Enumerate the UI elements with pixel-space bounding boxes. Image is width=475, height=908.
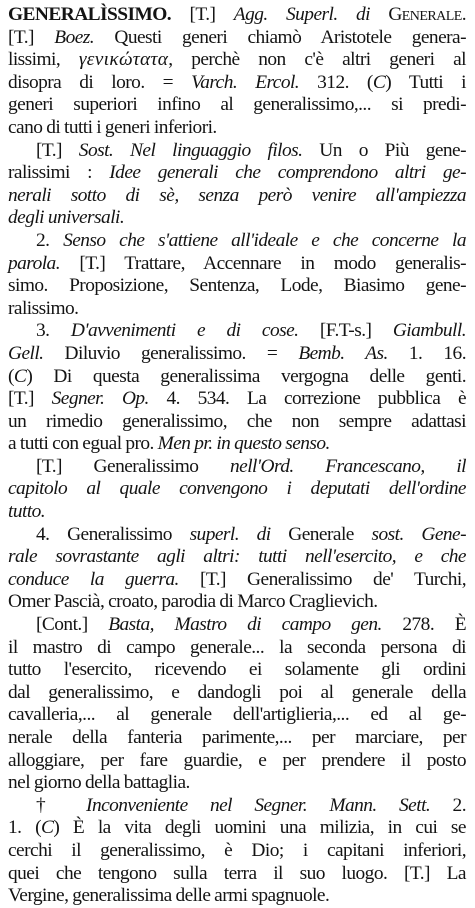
text-run: nerale della fanteria parimente,... per marciare, per bbox=[8, 727, 466, 748]
italic-text-run: conduce la guerra. bbox=[8, 568, 179, 590]
text-run: Omer Pascià, croato, parodia di Marco Craglievich. bbox=[8, 591, 378, 613]
italic-text-run: parola. bbox=[8, 252, 60, 274]
italic-text-run: rale sovrastante agli altri: tutti nell'esercito, e che bbox=[8, 546, 466, 568]
text-run: Un o Più gene- bbox=[302, 139, 467, 161]
text-run: [T.] Trattare, Accennare in modo generalis- bbox=[60, 252, 466, 274]
entry-line-12 bbox=[8, 253, 466, 276]
greek-text-run: γενικώτατα bbox=[78, 49, 169, 71]
text-run: 312. ( bbox=[299, 71, 373, 93]
entry-line-8 bbox=[8, 162, 466, 185]
italic-text-run: C bbox=[372, 71, 386, 93]
italic-text-run: tutto. bbox=[8, 501, 46, 523]
text-run: 1. 16. bbox=[387, 342, 466, 364]
italic-text-run: Idee generali che comprendono altri ge- bbox=[109, 162, 466, 184]
entry-line-22 bbox=[8, 478, 466, 501]
italic-text-run: C bbox=[40, 817, 54, 839]
italic-text-run: Senso che s'attiene all'ideale e che concerne la bbox=[63, 229, 466, 251]
italic-text-run: Giambull. bbox=[392, 320, 466, 342]
text-run: 4. 534. La correzione pubblica è bbox=[148, 388, 466, 410]
small-caps-text-run: Generale. bbox=[388, 4, 467, 25]
entry-line-37 bbox=[8, 817, 466, 840]
italic-text-run: D'avvenimenti e di cose. bbox=[70, 320, 299, 342]
text-run: nel giorno della battaglia. bbox=[8, 772, 190, 794]
italic-text-run: Bemb. As. bbox=[298, 342, 388, 364]
text-run: ) È la vita degli uomini una milizia, in cui se bbox=[53, 817, 466, 839]
entry-line-35 bbox=[8, 772, 466, 795]
italic-text-run: Gell. bbox=[8, 342, 44, 364]
entry-line-29 bbox=[8, 637, 466, 660]
entry-line-32 bbox=[8, 704, 466, 727]
entry-line-19 bbox=[8, 411, 466, 434]
text-run: Diluvio generalissimo. = bbox=[43, 342, 299, 364]
italic-text-run: capitolo al quale convengono i deputati dell'ordine bbox=[8, 478, 466, 500]
text-run: [F.T-s.] bbox=[298, 320, 393, 342]
text-run: 4. Generalissimo bbox=[36, 523, 190, 545]
entry-line-9 bbox=[8, 185, 466, 208]
italic-text-run: sost. Gene- bbox=[371, 523, 466, 545]
text-run: tutto l'esercito, ricevendo ei solamente gli ordini bbox=[8, 659, 466, 681]
entry-line-36 bbox=[8, 795, 466, 818]
italic-text-run: nerali sotto di sè, senza però venire all'ampiezza bbox=[8, 184, 466, 206]
italic-text-run: Men pr. in questo senso. bbox=[157, 433, 330, 455]
entry-line-28 bbox=[8, 614, 466, 637]
text-run: [T.] Generalissimo de' Turchi, bbox=[178, 568, 466, 590]
italic-text-run: superl. di bbox=[189, 523, 271, 545]
entry-line-2 bbox=[8, 27, 466, 50]
entry-line-34 bbox=[8, 750, 466, 773]
entry-line-10 bbox=[8, 207, 466, 230]
text-run: il mastro di campo generale... la seconda persona di bbox=[8, 636, 466, 658]
text-run: [T.] bbox=[8, 388, 52, 410]
text-run: [T.] bbox=[36, 139, 79, 161]
entry-line-30 bbox=[8, 659, 466, 682]
text-run: cano di tutti i generi inferiori. bbox=[8, 116, 217, 138]
text-run: 2. bbox=[430, 794, 466, 816]
entry-line-5 bbox=[8, 94, 466, 117]
entry-line-26 bbox=[8, 569, 466, 592]
entry-line-24 bbox=[8, 524, 466, 547]
italic-text-run: Segner. Op. bbox=[51, 388, 149, 410]
entry-line-13 bbox=[8, 275, 466, 298]
headword: GENERALÌSSIMO. bbox=[8, 4, 172, 25]
text-run: simo. Proposizione, Sentenza, Lode, Biasimo gene- bbox=[8, 275, 466, 297]
entry-line-39 bbox=[8, 863, 466, 886]
text-run: [Cont.] bbox=[36, 614, 109, 636]
text-run: ) Tutti i bbox=[385, 71, 466, 93]
text-run: , perchè non c'è altri generi al bbox=[168, 49, 466, 71]
text-run: dal generalissimo, e dandogli poi al generale della bbox=[8, 681, 466, 703]
text-run: quei che tengono sulla terra il suo luogo. [T.] La bbox=[8, 862, 466, 884]
text-run: cavalleria,... al generale dell'artiglieria,... ed al ge- bbox=[8, 704, 466, 726]
text-run: 2. bbox=[36, 229, 64, 251]
entry-line-31 bbox=[8, 682, 466, 705]
entry-line-23 bbox=[8, 501, 466, 524]
entry-line-21 bbox=[8, 456, 466, 479]
dictionary-entry-generalissimo bbox=[8, 4, 466, 908]
text-run: ralissimi : bbox=[8, 162, 110, 184]
italic-text-run: degli universali. bbox=[8, 207, 125, 229]
text-run: ( bbox=[8, 365, 14, 387]
text-run: cerchi il generalissimo, è Dio; i capitani inferiori, bbox=[8, 839, 466, 861]
text-run: [T.] Generalissimo bbox=[36, 455, 231, 477]
text-run: generi superiori infino al generalissimo,... si predi- bbox=[8, 94, 466, 116]
italic-text-run: Agg. Superl. di bbox=[233, 4, 389, 25]
text-run: un rimedio generalissimo, che non sempre adattasi bbox=[8, 410, 466, 432]
text-run: [T.] bbox=[8, 26, 55, 48]
italic-text-run: Sost. Nel linguaggio filos. bbox=[78, 139, 303, 161]
entry-line-7 bbox=[8, 140, 466, 163]
text-run: Vergine, generalissima delle armi spagnuole. bbox=[8, 885, 330, 907]
italic-text-run: nell'Ord. Francescano, il bbox=[230, 455, 466, 477]
text-run: 278. È bbox=[381, 614, 466, 636]
text-run: [T.] bbox=[171, 4, 234, 25]
text-run: Generale bbox=[270, 523, 372, 545]
text-run: lissimi, bbox=[8, 49, 79, 71]
entry-line-6 bbox=[8, 117, 466, 140]
entry-line-33 bbox=[8, 727, 466, 750]
entry-line-14 bbox=[8, 298, 466, 321]
entry-line-40 bbox=[8, 885, 466, 908]
italic-text-run: C bbox=[13, 365, 27, 387]
text-run: † bbox=[36, 794, 87, 816]
entry-line-11 bbox=[8, 230, 466, 253]
italic-text-run: Basta, Mastro di campo gen. bbox=[108, 614, 382, 636]
entry-line-17 bbox=[8, 366, 466, 389]
text-run: 1. ( bbox=[8, 817, 41, 839]
text-run: ) Di questa generalissima vergogna delle genti. bbox=[26, 365, 466, 387]
entry-line-20 bbox=[8, 433, 466, 456]
entry-line-18 bbox=[8, 388, 466, 411]
italic-text-run: Varch. Ercol. bbox=[191, 71, 300, 93]
italic-text-run: Inconveniente nel Segner. Mann. Sett. bbox=[86, 794, 431, 816]
entry-line-4 bbox=[8, 72, 466, 95]
italic-text-run: Boez. bbox=[54, 26, 95, 48]
text-run: Questi generi chiamò Aristotele genera- bbox=[94, 26, 467, 48]
entry-line-1 bbox=[8, 4, 466, 27]
text-run: a tutti con egual pro. bbox=[8, 433, 158, 455]
entry-line-16 bbox=[8, 343, 466, 366]
entry-line-27 bbox=[8, 591, 466, 614]
entry-line-38 bbox=[8, 840, 466, 863]
entry-line-3 bbox=[8, 49, 466, 72]
text-run: disopra di loro. = bbox=[8, 71, 192, 93]
entry-line-25 bbox=[8, 546, 466, 569]
entry-line-15 bbox=[8, 320, 466, 343]
text-run: ralissimo. bbox=[8, 297, 79, 319]
text-run: alloggiare, per fare guardie, e per prendere il posto bbox=[8, 749, 466, 771]
text-run: 3. bbox=[36, 320, 71, 342]
